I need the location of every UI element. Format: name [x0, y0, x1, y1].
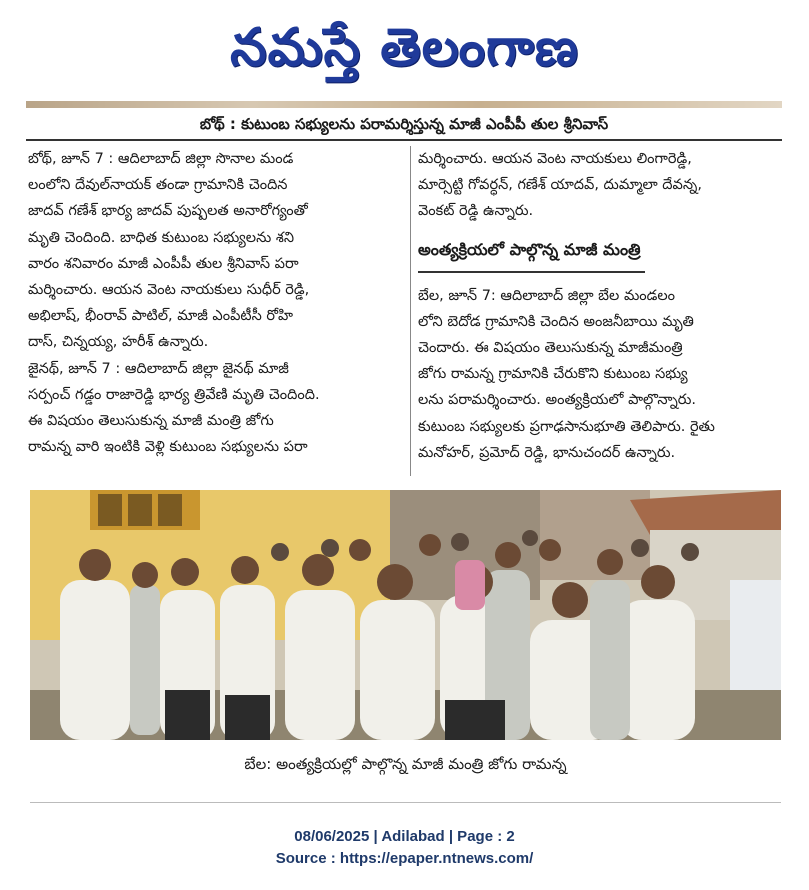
article-line: మర్శించారు. ఆయన వెంట నాయకులు లింగారెడ్డి, [418, 151, 692, 167]
page-footer [0, 826, 809, 870]
article-line: మృతి చెందింది. బాధిత కుటుంబ సభ్యులను శని [28, 229, 295, 246]
article-subheading: అంత్యక్రియలో పాల్గొన్న మాజీ మంత్రి [418, 233, 645, 273]
article-line: దాస్, చిన్నయ్య, హరీశ్ ఉన్నారు. [28, 334, 209, 351]
article-line: చెందారు. ఈ విషయం తెలుసుకున్న మాజీమంత్రి [418, 340, 683, 357]
article-line: ఈ విషయం తెలుసుకున్న మాజీ మంత్రి జోగు [28, 413, 274, 430]
article-line: సర్పంచ్ గడ్డం రాజారెడ్డి భార్య త్రివేణి మృతి చెందింది. [28, 386, 320, 403]
newspaper-logo: నమస్తే తెలంగాణ [230, 18, 579, 78]
source-link[interactable]: Source : https://epaper.ntnews.com/ [275, 850, 534, 867]
article-line: మర్శించారు. ఆయన వెంట నాయకులు సుధీర్ రెడ్డి, [28, 282, 310, 299]
article-line: కుటుంబ సభ్యులకు ప్రగాఢసానుభూతి తెలిపారు. రైతు [418, 418, 715, 435]
news-photo [30, 490, 781, 740]
article-line: జాదవ్ గణేశ్ భార్య జాదవ్ పుష్పలత అనారోగ్యంతో [28, 203, 308, 220]
masthead [0, 0, 809, 100]
left-column-article [28, 146, 406, 460]
article-line: మనోహర్, ప్రమోద్ రెడ్డి, భానుచందర్ ఉన్నారు. [418, 444, 676, 461]
right-column-article [418, 146, 782, 466]
article-line: వారం శనివారం మాజీ ఎంపీపీ తుల శ్రీనివాస్ పరా [28, 255, 299, 272]
article-line: లను పరామర్శించారు. అంత్యక్రియలో పాల్గొన్నారు. [418, 392, 696, 409]
edition-info: 08/06/2025 | Adilabad | Page : 2 [294, 828, 515, 845]
photo-caption: బేల: అంత్యక్రియల్లో పాల్గొన్న మాజీ మంత్రి జోగు రామన్న [244, 755, 567, 773]
article-line: లంలోని దేవుల్‌నాయక్ తండా గ్రామానికి చెందిన [28, 177, 288, 194]
article-line: రామన్న వారి ఇంటికి వెళ్లి కుటుంబ సభ్యులను పరా [28, 439, 308, 456]
crowd-photo-illustration [30, 490, 781, 740]
article-line: అభిలాష్, భీంరావ్ పాటిల్, మాజీ ఎంపీటీసీ రోహి [28, 308, 294, 325]
article-line: జైనథ్, జూన్ 7 : ఆదిలాబాద్ జిల్లా జైనథ్ మాజీ [28, 360, 289, 377]
column-divider [410, 146, 411, 476]
article-line: వెంకట్ రెడ్డి ఉన్నారు. [418, 203, 534, 220]
article-line: బోథ్, జూన్ 7 : ఆదిలాబాద్ జిల్లా సొనాల మండ [28, 151, 294, 167]
top-photo-caption: బోథ్ : కుటుంబ సభ్యులను పరామర్శిస్తున్న మాజీ ఎంపీపీ తుల శ్రీనివాస్ [199, 115, 609, 133]
top-photo-strip [26, 101, 782, 108]
article-line: లోని బెదోడ గ్రామానికి చెందిన అంజనీబాయి మృతి [418, 313, 694, 330]
article-line: మార్సెట్టి గోవర్ధన్, గణేశ్ యాదవ్, దుమ్మాలా దేవన్న, [418, 177, 702, 194]
article-line: బేల, జూన్ 7: ఆదిలాబాద్ జిల్లా బేల మండలం [418, 287, 676, 304]
footer-divider [30, 802, 781, 803]
article-line: జోగు రామన్న గ్రామానికి చేరుకొని కుటుంబ సభ్యు [418, 366, 688, 383]
caption-underline [26, 139, 782, 141]
